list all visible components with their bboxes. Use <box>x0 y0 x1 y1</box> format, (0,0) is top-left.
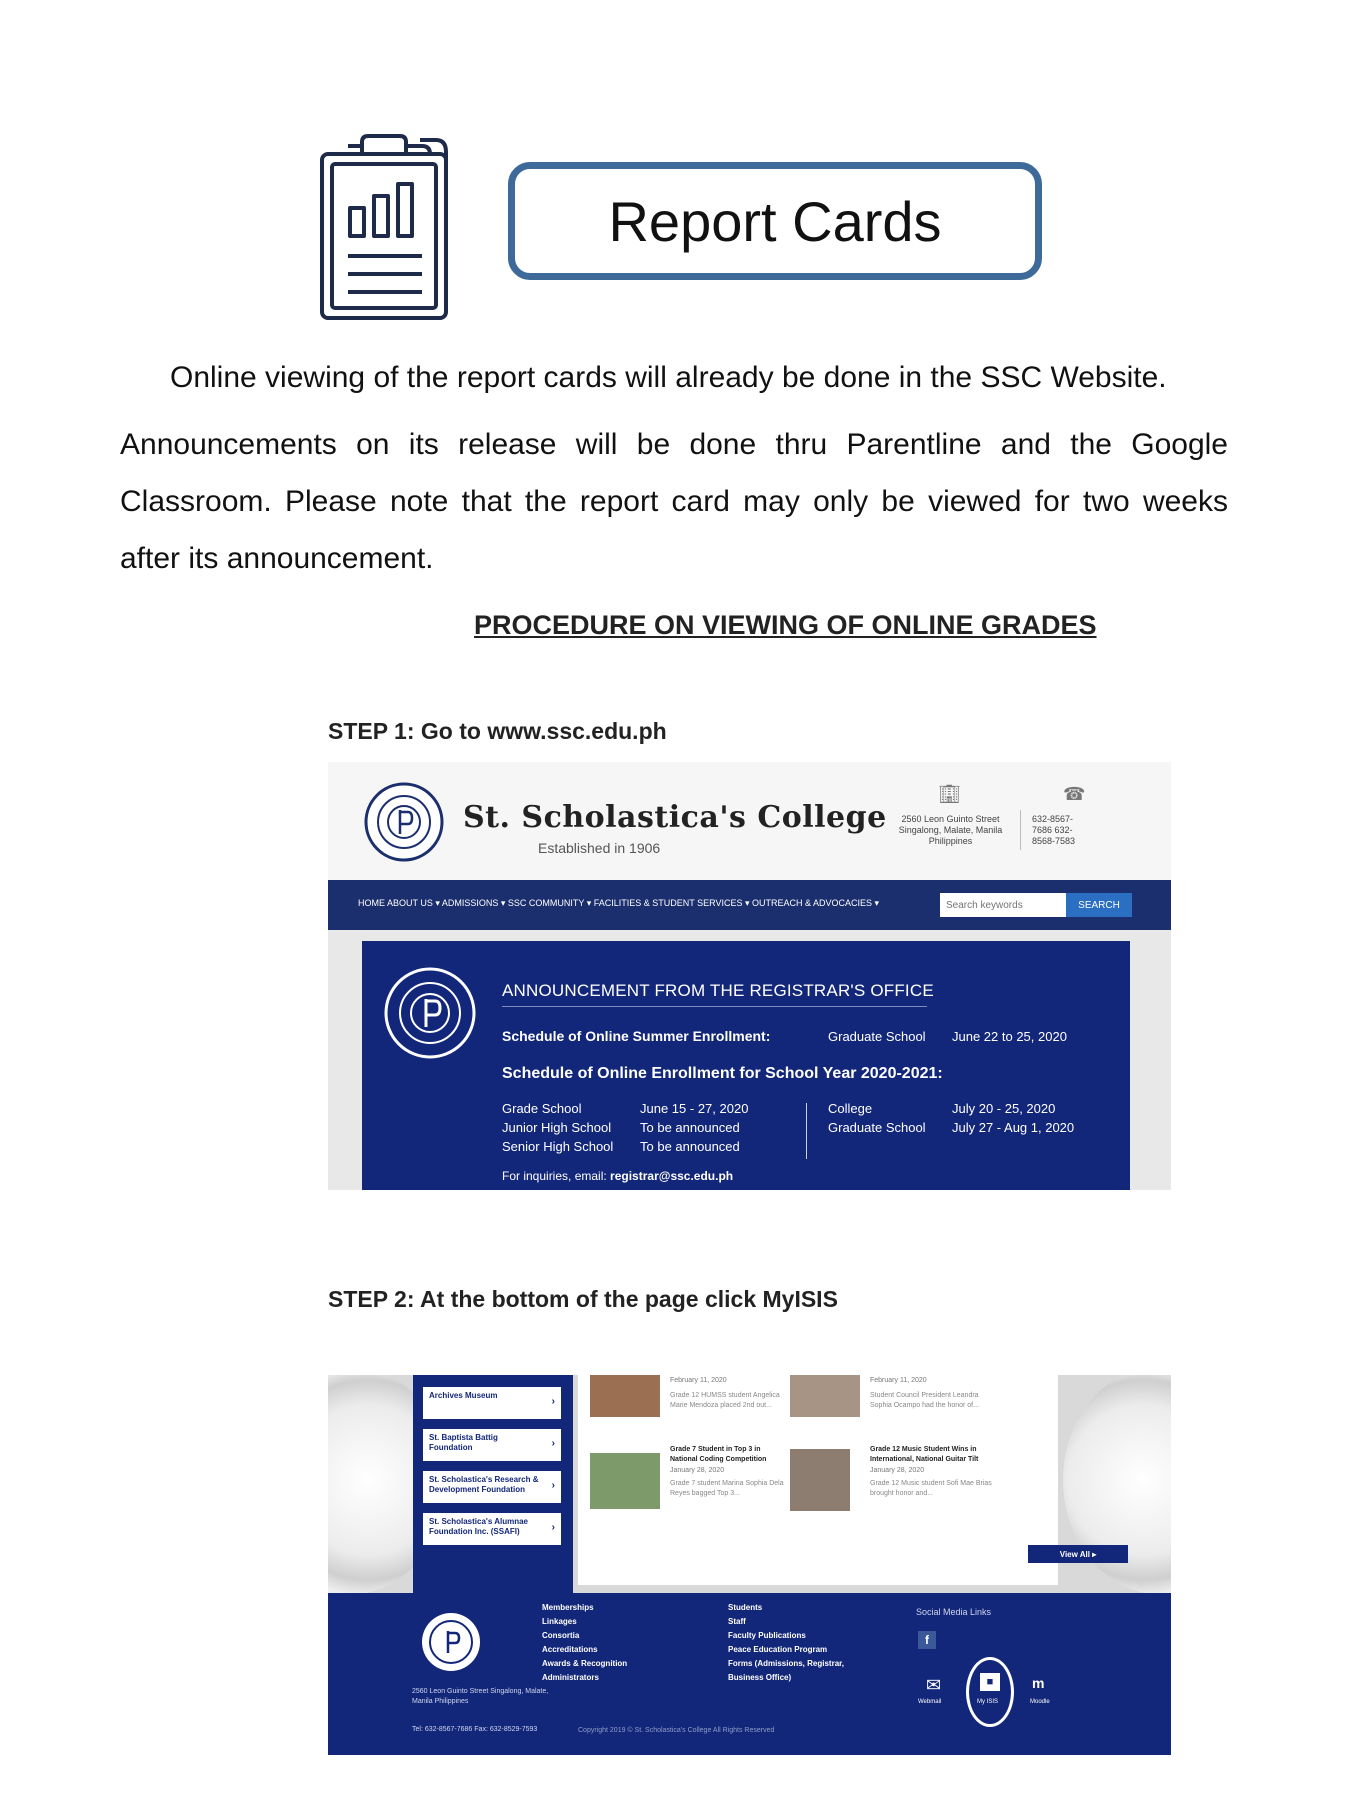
procedure-heading: PROCEDURE ON VIEWING OF ONLINE GRADES <box>474 610 1097 640</box>
news-snippet: Student Council President Leandra Sophia Ocampo had the honor of... <box>870 1392 979 1409</box>
level-date: To be announced <box>640 1120 740 1135</box>
view-all-button[interactable]: View All ▸ <box>1028 1545 1128 1563</box>
banner-rule <box>502 1006 927 1007</box>
footer-links-column-2 <box>728 1601 844 1685</box>
summer-date: June 22 to 25, 2020 <box>952 1029 1067 1044</box>
report-cards-title: Report Cards <box>508 162 1042 280</box>
site-footer <box>328 1593 1171 1755</box>
site-address: 2560 Leon Guinto Street Singalong, Malate, Manila Philippines <box>898 814 1003 846</box>
chevron-right-icon: › <box>551 1396 555 1407</box>
footer-link[interactable]: Awards & Recognition <box>542 1659 628 1668</box>
news-date: January 28, 2020 <box>870 1467 925 1474</box>
site-established: Established in 1906 <box>538 840 661 856</box>
level-date: July 20 - 25, 2020 <box>952 1101 1056 1116</box>
news-date: February 11, 2020 <box>670 1377 727 1384</box>
myisis-highlight-circle <box>966 1657 1014 1727</box>
facebook-icon[interactable]: f <box>918 1631 936 1649</box>
site-phones: 632-8567-7686 632-8568-7583 <box>1032 814 1076 846</box>
footer-link[interactable]: Peace Education Program <box>728 1645 828 1654</box>
search-input[interactable] <box>940 893 1066 917</box>
chevron-right-icon: › <box>551 1522 555 1533</box>
news-date: February 11, 2020 <box>870 1377 927 1384</box>
footer-tel: Tel: 632-8567-7686 Fax: 632-8529-7593 <box>412 1726 538 1733</box>
news-title[interactable]: Grade 12 Music Student Wins in International, National Guitar Tilt <box>870 1446 979 1463</box>
header-divider <box>1020 810 1021 850</box>
moodle-label[interactable]: Moodle <box>1030 1699 1050 1705</box>
level-name: Graduate School <box>828 1120 926 1135</box>
level-date: To be announced <box>640 1139 740 1154</box>
footer-link[interactable]: Forms (Admissions, Registrar, <box>728 1659 845 1668</box>
ssc-seal-icon <box>420 1611 482 1673</box>
footer-link[interactable]: Business Office) <box>728 1673 792 1682</box>
phone-icon: ☎ <box>1063 784 1086 804</box>
footer-link[interactable]: Staff <box>728 1617 746 1626</box>
level-name: College <box>828 1101 873 1116</box>
moodle-icon[interactable]: m <box>1032 1675 1045 1691</box>
level-name: Grade School <box>502 1101 582 1116</box>
chevron-right-icon: › <box>551 1480 555 1491</box>
inquiry-line <box>502 1169 733 1183</box>
site-header <box>328 762 1171 881</box>
announcement-paragraph: Announcements on its release will be done thru Parentline and the Google Classroom. Please note that the report card may only be viewed for two weeks after its announcement. <box>120 428 1228 575</box>
level-date: June 15 - 27, 2020 <box>640 1101 749 1116</box>
sidebar-item-label: St. Scholastica's Alumnae Foundation Inc. (SSAFI) <box>429 1517 528 1536</box>
ssc-seal-icon <box>384 967 476 1059</box>
news-snippet: Grade 12 HUMSS student Angelica Marie Mendoza placed 2nd out... <box>670 1392 780 1409</box>
myisis-link[interactable]: My ISIS <box>977 1699 999 1705</box>
sidebar-item-research[interactable] <box>423 1471 561 1503</box>
summer-enrollment-label: Schedule of Online Summer Enrollment: <box>502 1028 771 1044</box>
footer-link[interactable]: Faculty Publications <box>728 1631 806 1640</box>
step-1-label: STEP 1: Go to www.ssc.edu.ph <box>328 718 667 744</box>
mail-icon[interactable]: ✉ <box>926 1675 942 1695</box>
sidebar-item-label: Archives Museum <box>429 1391 498 1400</box>
footer-link[interactable]: Linkages <box>542 1617 577 1626</box>
foundations-sidebar <box>413 1375 573 1593</box>
sidebar-item-alumnae[interactable] <box>423 1513 561 1545</box>
news-thumbnail[interactable] <box>790 1375 860 1417</box>
level-name: Junior High School <box>502 1120 612 1135</box>
news-thumbnail[interactable] <box>790 1449 850 1511</box>
inquiry-prefix: For inquiries, email: <box>502 1169 611 1183</box>
news-thumbnail[interactable] <box>590 1375 660 1417</box>
copyright-text: Copyright 2019 © St. Scholastica's College All Rights Reserved <box>578 1727 775 1734</box>
report-chart-clipboard-icon <box>318 132 458 322</box>
news-snippet: Grade 12 Music student Sofi Mae Brias brought honor and... <box>870 1480 992 1497</box>
summer-level: Graduate School <box>828 1029 926 1044</box>
ssc-footer-screenshot <box>328 1375 1171 1755</box>
footer-link[interactable]: Consortia <box>542 1631 580 1640</box>
site-nav-bar <box>328 880 1171 930</box>
banner-divider <box>806 1103 807 1159</box>
news-snippet: Grade 7 student Marina Sophia Dela Reyes bagged Top 3... <box>670 1480 784 1497</box>
news-date: January 28, 2020 <box>670 1467 725 1474</box>
footer-links-column-1 <box>542 1601 627 1685</box>
footer-address: 2560 Leon Guinto Street Singalong, Malate, Manila Philippines <box>412 1688 549 1705</box>
social-media-label: Social Media Links <box>916 1607 992 1617</box>
banner-heading: ANNOUNCEMENT FROM THE REGISTRAR'S OFFICE <box>502 981 934 1000</box>
level-date: July 27 - Aug 1, 2020 <box>952 1120 1075 1135</box>
footer-link[interactable]: Accreditations <box>542 1645 598 1654</box>
registrar-announcement-banner[interactable] <box>362 941 1130 1190</box>
ssc-homepage-screenshot <box>328 762 1171 1190</box>
news-title[interactable]: Grade 7 Student in Top 3 in National Coding Competition <box>670 1446 767 1463</box>
sidebar-item-battig[interactable] <box>423 1429 561 1461</box>
sidebar-item-label: St. Baptista Battig Foundation <box>429 1433 498 1452</box>
webmail-label[interactable]: Webmail <box>918 1699 942 1705</box>
news-thumbnail[interactable] <box>590 1453 660 1509</box>
sidebar-item-archives[interactable] <box>423 1387 561 1419</box>
intro-paragraph: Online viewing of the report cards will already be done in the SSC Website. <box>170 361 1167 394</box>
site-name[interactable]: St. Scholastica's College <box>463 800 887 835</box>
myisis-user-icon[interactable]: ■ <box>980 1673 1000 1691</box>
footer-link[interactable]: Administrators <box>542 1673 599 1682</box>
ssc-seal-icon <box>364 782 444 862</box>
sidebar-item-label: St. Scholastica's Research & Development Foundation <box>429 1475 539 1494</box>
registrar-email-link[interactable]: registrar@ssc.edu.ph <box>610 1169 734 1183</box>
search-button[interactable]: SEARCH <box>1066 893 1132 917</box>
footer-link[interactable]: Students <box>728 1603 763 1612</box>
footer-link[interactable]: Memberships <box>542 1603 594 1612</box>
nav-menu[interactable]: HOME ABOUT US ▾ ADMISSIONS ▾ SSC COMMUNITY ▾ FACILITIES & STUDENT SERVICES ▾ OUTREACH & ADVOCACIES ▾ <box>358 898 880 908</box>
level-name: Senior High School <box>502 1139 614 1154</box>
school-year-label: Schedule of Online Enrollment for School Year 2020-2021: <box>502 1065 943 1082</box>
news-panel <box>578 1375 1058 1585</box>
step-2-label: STEP 2: At the bottom of the page click MyISIS <box>328 1286 838 1312</box>
building-icon: 🏢︎ <box>938 784 961 804</box>
chevron-right-icon: › <box>551 1438 555 1449</box>
